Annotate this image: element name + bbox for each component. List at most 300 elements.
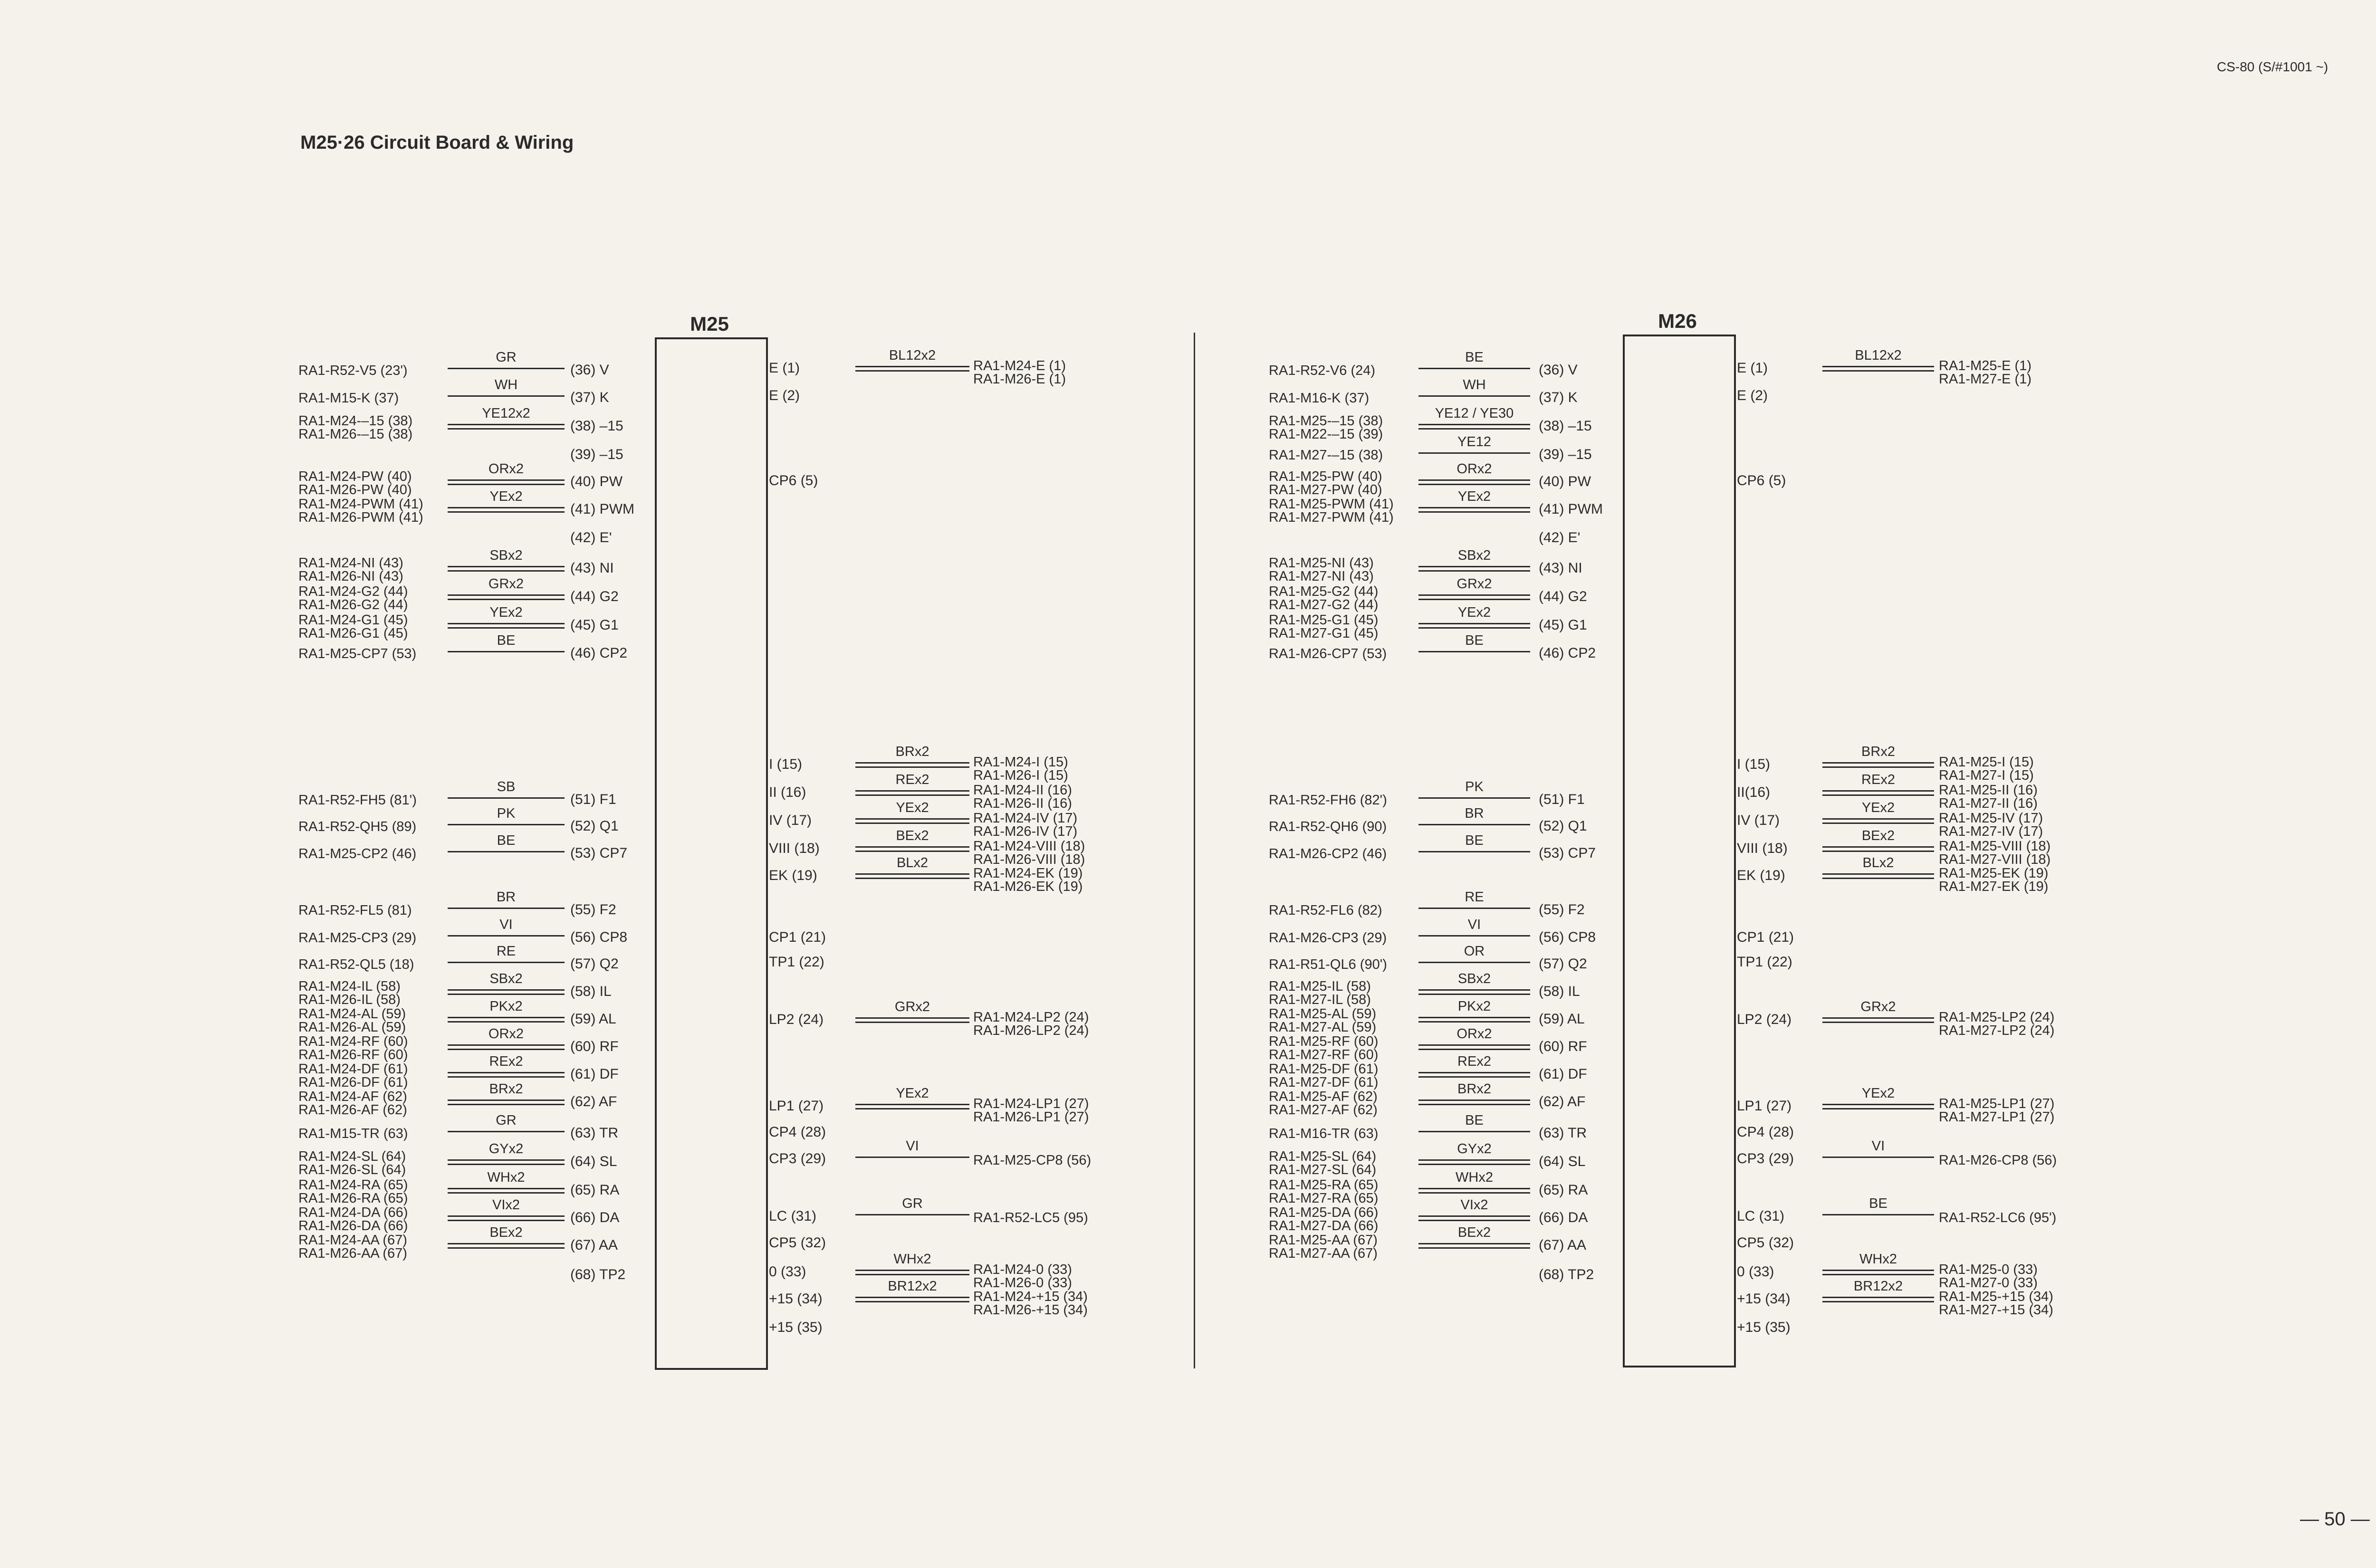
wire-color-label: WHx2 [1859,1252,1897,1267]
wire-color-label: BL12x2 [1855,348,1902,363]
wire-line [1822,846,1934,848]
wire-line [855,370,969,372]
wire-color-label: GR [496,350,517,365]
source-reference: RA1-M24-G2 (44) [298,584,408,599]
wire-color-label: BE [1869,1196,1887,1211]
wire-line [1418,1247,1530,1249]
wire-line [1418,594,1530,596]
connector-pin-label: (44) G2 [570,589,619,604]
connector-pin-label: 0 (33) [1737,1264,1774,1280]
connector-pin-label: (36) V [570,362,609,378]
connector-pin-label: (55) F2 [570,902,616,918]
connector-pin-label: (45) G1 [1539,617,1587,633]
wire-line [1418,1159,1530,1161]
connector-pin-label: (63) TR [1539,1125,1587,1141]
wire-color-label: REx2 [1457,1054,1491,1069]
source-reference: RA1-M22-–15 (39) [1269,427,1383,442]
source-reference: RA1-M24-AF (62) [298,1089,407,1104]
wire-line [1822,1017,1934,1019]
wire-color-label: ORx2 [488,461,524,477]
wire-color-label: BE [1465,633,1484,648]
source-reference: RA1-M27-–15 (38) [1269,448,1383,463]
wire-line [1418,1021,1530,1023]
wire-color-label: YEx2 [1457,489,1491,504]
destination-reference: RA1-M24-+15 (34) [973,1289,1088,1304]
wire-line [1418,1164,1530,1165]
wire-color-label: YEx2 [1861,1086,1895,1101]
wire-line [448,1021,565,1023]
board-name: M26 [1658,310,1697,332]
wire-line [448,507,565,508]
source-reference: RA1-M27-RF (60) [1269,1047,1379,1062]
source-reference: RA1-M24-RA (65) [298,1177,408,1193]
wire-color-label: BRx2 [895,744,929,759]
wire-color-label: YEx2 [1861,800,1895,815]
wire-color-label: WHx2 [487,1170,525,1185]
wire-line [448,511,565,513]
wire-color-label: VI [1467,917,1481,932]
wire-line [448,627,565,629]
wire-line [855,766,969,768]
wire-line [1418,452,1530,454]
source-reference: RA1-M25-DA (66) [1269,1205,1379,1220]
connector-pin-label: CP4 (28) [769,1124,826,1140]
connector-pin-label: (55) F2 [1539,902,1585,918]
wire-line [855,1104,969,1105]
source-reference: RA1-M26-RA (65) [298,1191,408,1206]
connector-pin-label: CP4 (28) [1737,1124,1794,1140]
wire-color-label: VI [499,917,513,932]
connector-pin-label: (68) TP2 [1539,1267,1594,1282]
wire-line [1822,794,1934,796]
wire-line [1418,1076,1530,1078]
destination-reference: RA1-M26-VIII (18) [973,852,1085,867]
wire-color-label: BEx2 [489,1225,523,1240]
wire-color-label: YEx2 [489,605,523,620]
connector-pin-label: (46) CP2 [1539,645,1596,661]
source-reference: RA1-M25-CP7 (53) [298,646,417,661]
wire-line [448,994,565,995]
wire-line [448,1188,565,1189]
wire-line [448,908,565,909]
source-reference: RA1-M26-CP7 (53) [1269,646,1387,661]
wire-line [855,1157,969,1158]
wire-color-label: REx2 [895,772,929,787]
destination-reference: RA1-M27-VIII (18) [1939,852,2051,867]
source-reference: RA1-M24-PW (40) [298,469,412,484]
destination-reference: RA1-M25-+15 (34) [1939,1289,2053,1304]
source-reference: RA1-R52-FL5 (81) [298,903,412,918]
connector-pin-label: E (1) [1737,360,1768,376]
source-reference: RA1-M25-DF (61) [1269,1061,1379,1077]
source-reference: RA1-M26-IL (58) [298,992,401,1007]
wire-line [855,1301,969,1302]
destination-reference: RA1-M24-E (1) [973,358,1066,373]
connector-pin-label: (51) F1 [1539,792,1585,807]
source-reference: RA1-M25-SL (64) [1269,1149,1377,1164]
source-reference: RA1-R52-FH5 (81') [298,793,417,808]
connector-pin-label: (53) CP7 [1539,845,1596,861]
wire-line [1822,370,1934,372]
wire-line [855,790,969,792]
connector-pin-label: TP1 (22) [769,954,824,970]
wire-color-label: YEx2 [489,489,523,504]
wire-line [448,1104,565,1105]
page-number: — 50 — [2300,1509,2370,1530]
wire-color-label: REx2 [489,1054,523,1069]
wire-color-label: YE12x2 [482,406,530,421]
source-reference: RA1-M27-IL (58) [1269,992,1371,1007]
wire-line [448,479,565,481]
wire-color-label: WHx2 [1456,1170,1493,1185]
wire-color-label: VI [1871,1138,1885,1154]
source-reference: RA1-M24-NI (43) [298,555,403,571]
wire-line [448,594,565,596]
wire-color-label: BE [1465,350,1484,365]
page-title: M25·26 Circuit Board & Wiring [300,132,574,153]
wire-line [1822,762,1934,764]
source-reference: RA1-M26-–15 (38) [298,427,413,442]
wire-color-label: GRx2 [1456,576,1492,592]
wire-line [855,822,969,824]
wire-line [448,368,565,369]
wire-line [855,1297,969,1298]
wire-line [1418,962,1530,963]
destination-reference: RA1-M27-0 (33) [1939,1275,2038,1291]
source-reference: RA1-R51-QL6 (90') [1269,957,1387,972]
wire-line [1418,1188,1530,1189]
connector-pin-label: I (15) [769,756,803,772]
destination-reference: RA1-M24-I (15) [973,755,1068,770]
wire-color-label: ORx2 [488,1026,524,1042]
source-reference: RA1-M26-AL (59) [298,1020,406,1035]
wire-line [1418,1215,1530,1217]
source-reference: RA1-M26-PW (40) [298,482,412,497]
destination-reference: RA1-M27-I (15) [1939,768,2034,783]
wire-color-label: BE [1465,1113,1484,1128]
wire-line [855,366,969,367]
source-reference: RA1-M26-CP2 (46) [1269,846,1387,861]
source-reference: RA1-R52-V5 (23') [298,363,408,378]
wire-line [448,1072,565,1073]
connector-pin-label: (45) G1 [570,617,619,633]
connector-pin-label: (37) K [1539,390,1578,405]
source-reference: RA1-R52-QL5 (18) [298,957,414,972]
connector-pin-label: II(16) [1737,784,1771,800]
wire-line [1822,1214,1934,1215]
connector-pin-label: (57) Q2 [1539,956,1587,972]
source-reference: RA1-M27-DF (61) [1269,1075,1379,1090]
wire-line [1822,1301,1934,1302]
connector-pin-label: CP5 (32) [1737,1235,1794,1251]
wire-line [448,1192,565,1194]
wire-line [448,962,565,963]
source-reference: RA1-M27-AF (62) [1269,1102,1378,1118]
wire-color-label: GR [902,1196,923,1211]
destination-reference: RA1-M27-EK (19) [1939,879,2049,894]
source-reference: RA1-M27-PWM (41) [1269,510,1394,525]
wire-color-label: GRx2 [894,999,930,1014]
wire-line [1418,1049,1530,1050]
connector-pin-label: CP3 (29) [1737,1151,1794,1166]
destination-reference: RA1-M27-LP2 (24) [1939,1023,2055,1038]
wire-line [448,851,565,852]
wire-color-label: BRx2 [1457,1081,1491,1097]
wire-color-label: ORx2 [1456,1026,1492,1042]
source-reference: RA1-R52-FL6 (82) [1269,903,1382,918]
wire-color-label: REx2 [1861,772,1895,787]
source-reference: RA1-M25-CP2 (46) [298,846,417,861]
source-reference: RA1-R52-FH6 (82') [1269,793,1387,808]
source-reference: RA1-M24-AA (67) [298,1233,407,1248]
wire-line [448,1247,565,1249]
source-reference: RA1-M27-DA (66) [1269,1218,1379,1233]
destination-reference: RA1-M24-IV (17) [973,811,1078,826]
connector-pin-label: CP1 (21) [1737,929,1794,945]
source-reference: RA1-M24-RF (60) [298,1034,408,1049]
connector-pin-label: VIII (18) [1737,841,1788,856]
source-reference: RA1-M24-DF (61) [298,1061,408,1077]
connector-pin-label: (60) RF [570,1039,619,1054]
connector-pin-label: CP6 (5) [769,473,818,488]
connector-pin-label: IV (17) [1737,813,1780,828]
connector-pin-label: +15 (35) [1737,1319,1791,1335]
source-reference: RA1-M25-AL (59) [1269,1006,1377,1022]
destination-reference: RA1-M27-E (1) [1939,372,2031,387]
destination-reference: RA1-M24-LP2 (24) [973,1010,1089,1025]
destination-reference: RA1-M25-I (15) [1939,755,2034,770]
destination-reference: RA1-M26-IV (17) [973,824,1078,839]
source-reference: RA1-M27-AL (59) [1269,1020,1377,1035]
wire-line [1418,1017,1530,1018]
wire-line [1418,428,1530,430]
wire-color-label: YEx2 [896,1086,929,1101]
destination-reference: RA1-M26-+15 (34) [973,1302,1088,1318]
wire-color-label: VI [906,1138,919,1154]
wire-line [1822,1274,1934,1275]
wire-line [1822,851,1934,852]
connector-pin-label: (42) E' [570,530,612,545]
destination-reference: RA1-R52-LC5 (95) [973,1210,1088,1225]
wire-color-label: VIx2 [1460,1197,1488,1213]
destination-reference: RA1-M24-II (16) [973,783,1072,798]
wire-line [448,797,565,799]
connector-pin-label: LC (31) [1737,1208,1785,1224]
wire-line [448,1164,565,1165]
connector-pin-label: (36) V [1539,362,1578,378]
wire-color-label: RE [496,944,516,959]
connector-pin-label: +15 (34) [769,1291,823,1307]
connector-pin-label: (58) IL [1539,984,1580,999]
wire-line [1822,766,1934,768]
wire-line [855,873,969,875]
wire-line [1822,366,1934,367]
source-reference: RA1-M26-SL (64) [298,1162,406,1177]
wire-line [1822,1104,1934,1105]
wire-line [1418,1104,1530,1105]
destination-reference: RA1-M24-VIII (18) [973,839,1085,854]
source-reference: RA1-M25-NI (43) [1269,555,1374,571]
connector-pin-label: (66) DA [570,1210,620,1225]
connector-pin-label: (68) TP2 [570,1267,626,1282]
wire-line [448,651,565,652]
wire-color-label: RE [1465,889,1484,905]
wire-color-label: YEx2 [1457,605,1491,620]
wire-line [855,1108,969,1109]
connector-pin-label: CP6 (5) [1737,473,1786,488]
connector-pin-label: LC (31) [769,1208,817,1224]
source-reference: RA1-R52-V6 (24) [1269,363,1376,378]
wire-line [1418,797,1530,799]
destination-reference: RA1-M27-IV (17) [1939,824,2043,839]
wire-color-label: PKx2 [489,999,523,1014]
wire-color-label: WH [494,377,518,392]
wire-color-label: BE [1465,833,1484,848]
source-reference: RA1-M24-SL (64) [298,1149,406,1164]
connector-pin-label: (42) E' [1539,530,1581,545]
wire-line [448,1044,565,1046]
destination-reference: RA1-M27-LP1 (27) [1939,1109,2055,1125]
connector-pin-label: CP1 (21) [769,929,826,945]
wire-line [448,1131,565,1132]
wire-line [855,1274,969,1275]
wire-line [1822,873,1934,875]
wire-line [855,1214,969,1215]
wire-line [448,599,565,600]
wire-color-label: BR12x2 [1853,1279,1903,1294]
connector-pin-label: +15 (35) [769,1319,823,1335]
source-reference: RA1-M27-AA (67) [1269,1246,1378,1261]
wire-color-label: GYx2 [1457,1141,1492,1157]
wire-line [1418,395,1530,397]
wire-line [1418,368,1530,369]
wire-color-label: SBx2 [1457,971,1491,986]
board-name: M25 [690,313,729,335]
wire-line [1822,1297,1934,1298]
connector-pin-label: IV (17) [769,813,812,828]
wire-line [1418,651,1530,652]
source-reference: RA1-M16-K (37) [1269,391,1370,406]
source-reference: RA1-M25-CP3 (29) [298,930,417,946]
connector-pin-label: (65) RA [1539,1182,1588,1198]
connector-pin-label: (67) AA [570,1237,618,1253]
wire-line [448,824,565,825]
wire-line [1822,1270,1934,1271]
destination-reference: RA1-M25-E (1) [1939,358,2031,373]
source-reference: RA1-M15-K (37) [298,391,399,406]
wire-line [448,1049,565,1050]
source-reference: RA1-M27-G2 (44) [1269,597,1379,612]
wire-line [1822,878,1934,879]
connector-pin-label: (61) DF [570,1066,619,1082]
board-outline [1623,335,1736,1367]
wire-line [1822,790,1934,792]
source-reference: RA1-M24-AL (59) [298,1006,406,1022]
wire-color-label: BR [1465,806,1484,821]
wire-color-label: BLx2 [896,855,929,870]
connector-pin-label: (43) NI [570,560,614,576]
connector-pin-label: (60) RF [1539,1039,1587,1054]
wire-line [448,1017,565,1018]
wire-line [448,1243,565,1244]
connector-pin-label: (56) CP8 [570,929,628,945]
connector-pin-label: (62) AF [570,1094,617,1109]
connector-pin-label: LP1 (27) [1737,1098,1792,1114]
wire-line [448,935,565,937]
center-divider [1194,333,1195,1368]
connector-pin-label: (66) DA [1539,1210,1588,1225]
destination-reference: RA1-M24-0 (33) [973,1262,1072,1277]
connector-pin-label: LP2 (24) [1737,1012,1792,1027]
destination-reference: RA1-M25-VIII (18) [1939,839,2051,854]
destination-reference: RA1-M26-LP2 (24) [973,1023,1089,1038]
wire-line [1418,511,1530,513]
source-reference: RA1-M15-TR (63) [298,1126,408,1141]
source-reference: RA1-M25-PW (40) [1269,469,1382,484]
wire-color-label: BLx2 [1862,855,1894,870]
connector-pin-label: (61) DF [1539,1066,1587,1082]
source-reference: RA1-M27-PW (40) [1269,482,1382,497]
source-reference: RA1-M25-–15 (38) [1269,413,1383,429]
source-reference: RA1-M25-G1 (45) [1269,612,1379,628]
connector-pin-label: (40) PW [570,474,623,489]
wire-line [448,428,565,430]
wire-line [855,1022,969,1023]
source-reference: RA1-M24-PWM (41) [298,497,423,512]
wire-color-label: YE12 / YE30 [1435,406,1514,421]
wire-line [855,851,969,852]
wire-line [855,1017,969,1019]
wire-line [448,566,565,567]
connector-pin-label: (52) Q1 [1539,818,1587,834]
wire-line [1418,507,1530,508]
connector-pin-label: (63) TR [570,1125,619,1141]
destination-reference: RA1-M26-II (16) [973,796,1072,811]
source-reference: RA1-M26-DA (66) [298,1218,408,1233]
wire-line [1418,989,1530,991]
wire-line [1418,627,1530,629]
wire-color-label: YE12 [1457,434,1491,449]
source-reference: RA1-M25-AF (62) [1269,1089,1378,1104]
model-label: CS-80 (S/#1001 ~) [2217,59,2328,74]
connector-pin-label: II (16) [769,784,806,800]
connector-pin-label: (51) F1 [570,792,616,807]
wire-color-label: BR12x2 [888,1279,937,1294]
source-reference: RA1-M27-SL (64) [1269,1162,1377,1177]
wire-line [1418,424,1530,425]
connector-pin-label: TP1 (22) [1737,954,1792,970]
destination-reference: RA1-M25-EK (19) [1939,866,2049,881]
wire-color-label: BEx2 [1457,1225,1491,1240]
wire-color-label: BRx2 [1861,744,1895,759]
source-reference: RA1-M26-G1 (45) [298,626,408,641]
destination-reference: RA1-R52-LC6 (95') [1939,1210,2057,1225]
wire-line [448,1215,565,1217]
wire-color-label: YEx2 [896,800,929,815]
connector-pin-label: (46) CP2 [570,645,628,661]
destination-reference: RA1-M27-II (16) [1939,796,2038,811]
source-reference: RA1-M24-–15 (38) [298,413,413,429]
connector-pin-label: (37) K [570,390,609,405]
wire-color-label: PK [497,806,516,821]
wire-line [1418,908,1530,909]
wire-color-label: WH [1463,377,1486,392]
connector-pin-label: (65) RA [570,1182,620,1198]
wire-color-label: OR [1464,944,1485,959]
source-reference: RA1-M25-G2 (44) [1269,584,1379,599]
source-reference: RA1-M25-AA (67) [1269,1233,1378,1248]
connector-pin-label: (56) CP8 [1539,929,1596,945]
